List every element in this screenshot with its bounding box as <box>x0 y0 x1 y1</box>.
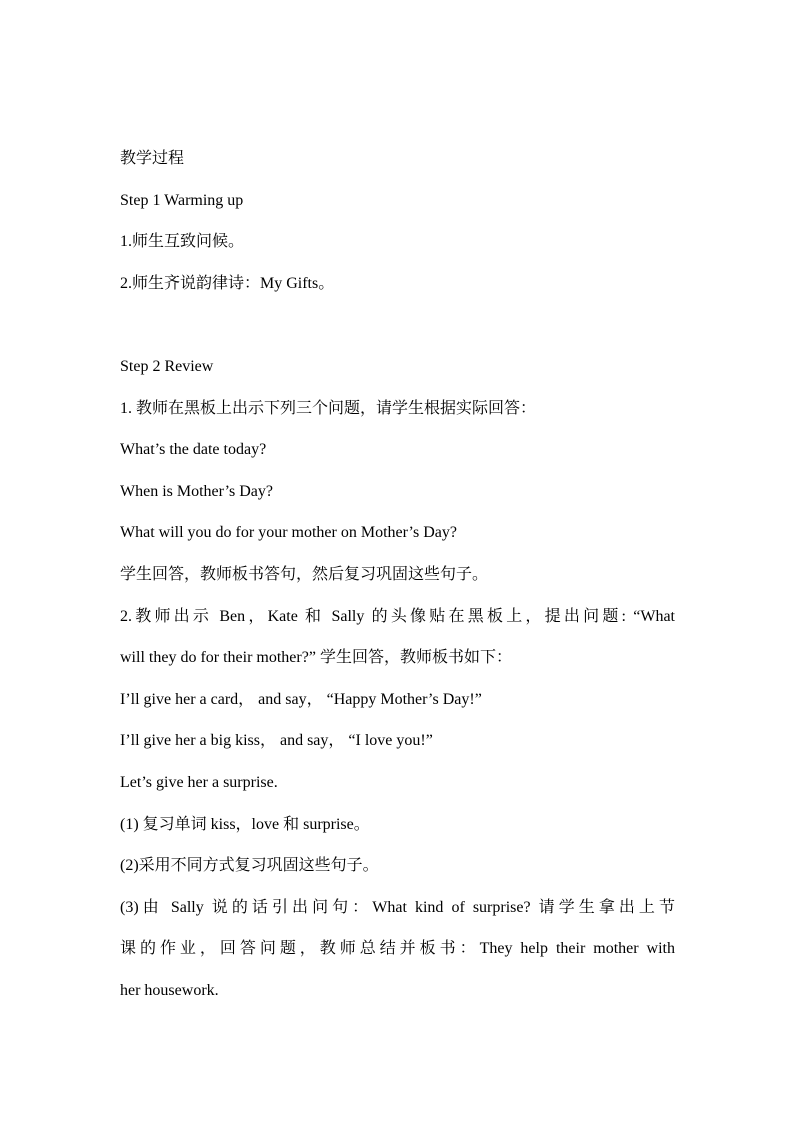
sub-item: (3)由 Sally 说的话引出问句：What kind of surprise? 请学生拿出上节 <box>120 898 675 916</box>
sub-item: (1) 复习单词 kiss，love 和 surprise。 <box>120 815 370 833</box>
step1-item: 1.师生互致问候。 <box>120 233 245 251</box>
step2-line: 学生回答，教师板书答句，然后复习巩固这些句子。 <box>120 565 489 583</box>
board-sentence: I’ll give her a card， and say， “Happy Mother’s Day!” <box>120 690 482 708</box>
board-sentence: Let’s give her a surprise. <box>120 773 278 791</box>
question-line: When is Mother’s Day? <box>120 482 273 500</box>
step1-title: Step 1 Warming up <box>120 191 244 209</box>
question-line: What’s the date today? <box>120 441 267 459</box>
board-sentence: I’ll give her a big kiss， and say， “I love you!” <box>120 732 433 750</box>
sub-item: (2)采用不同方式复习巩固这些句子。 <box>120 857 379 875</box>
step2-title: Step 2 Review <box>120 357 214 375</box>
step1-item: 2.师生齐说韵律诗：My Gifts。 <box>120 274 335 292</box>
step2-line: will they do for their mother?” 学生回答，教师板书如下： <box>120 649 512 667</box>
blank-line <box>120 309 675 351</box>
document-body <box>120 143 675 1016</box>
sub-item-continued: her housework. <box>120 981 219 999</box>
sub-item-continued: 课的作业，回答问题，教师总结并板书：They help their mother with <box>120 940 675 958</box>
question-line: What will you do for your mother on Mother’s Day? <box>120 524 457 542</box>
step2-line: 2.教师出示 Ben，Kate 和 Sally 的头像贴在黑板上，提出问题: “What <box>120 607 675 625</box>
step2-line: 1. 教师在黑板上出示下列三个问题，请学生根据实际回答： <box>120 399 537 417</box>
section-heading: 教学过程 <box>120 150 185 167</box>
